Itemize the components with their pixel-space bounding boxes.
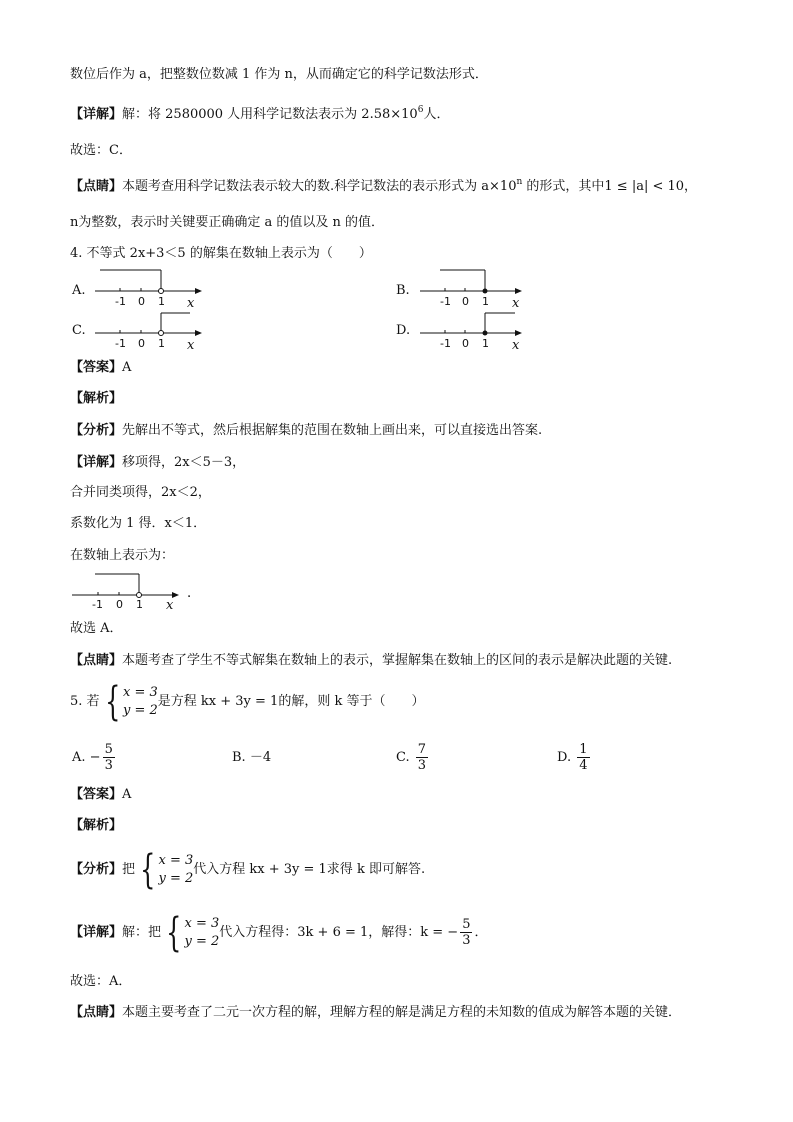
tick-label: -1 bbox=[440, 337, 451, 350]
q3-point bbox=[70, 178, 697, 197]
tick-label: -1 bbox=[92, 598, 103, 611]
system-eq-x: x = 3 bbox=[184, 915, 220, 931]
numerator: 5 bbox=[104, 742, 113, 757]
analysis-tag: 【解析】 bbox=[70, 818, 123, 833]
q5-analysis-tag bbox=[70, 817, 122, 835]
q5-option-b bbox=[232, 749, 271, 767]
tick-label: -1 bbox=[440, 295, 451, 308]
axis-var: x bbox=[187, 296, 195, 311]
denominator: 3 bbox=[462, 933, 471, 948]
q5-analysis bbox=[70, 848, 425, 892]
detail-tag: 【详解】 bbox=[70, 925, 123, 940]
detail-tag: 【详解】 bbox=[70, 107, 123, 122]
analysis-post: 代入方程 kx + 3y = 1求得 k 即可解答. bbox=[193, 862, 426, 877]
axis-var: x bbox=[512, 296, 520, 311]
q3-choice: 故选：C． bbox=[70, 143, 132, 158]
exponent: n bbox=[516, 177, 523, 187]
point-tag: 【点睛】 bbox=[70, 653, 123, 668]
system-eq-y: y = 2 bbox=[158, 870, 194, 886]
system-eq-x: x = 3 bbox=[123, 684, 158, 700]
axis-var: x bbox=[187, 338, 195, 353]
q5-option-d bbox=[557, 740, 592, 776]
tick-label: 1 bbox=[482, 295, 489, 308]
q5-option-a bbox=[72, 740, 117, 776]
analysis-tag: 【解析】 bbox=[70, 391, 123, 406]
tick-label: 0 bbox=[138, 337, 145, 350]
answer-tag: 【答案】 bbox=[70, 360, 123, 375]
q4-choice: 故选 A． bbox=[70, 621, 123, 636]
tick-label: 0 bbox=[462, 295, 469, 308]
q4-stem: 4. 不等式 2x+3＜5 的解集在数轴上表示为（ ） bbox=[70, 246, 372, 261]
q4-option-d-label: D. bbox=[396, 323, 411, 338]
option-label: D. bbox=[557, 750, 572, 765]
tick-label: 1 bbox=[158, 337, 165, 350]
analysis-label: 【分析】 bbox=[70, 862, 123, 877]
system-eq-x: x = 3 bbox=[158, 852, 194, 868]
numerator: 5 bbox=[462, 917, 471, 932]
q4-answer bbox=[70, 359, 131, 377]
q4-step3: 系数化为 1 得．x＜1． bbox=[70, 516, 207, 531]
equation-system bbox=[158, 852, 193, 888]
q5-answer bbox=[70, 786, 131, 804]
q5-stem bbox=[70, 680, 424, 724]
fraction bbox=[103, 742, 115, 773]
q5-detail bbox=[70, 911, 488, 955]
fraction bbox=[577, 742, 589, 773]
tick-label: 1 bbox=[158, 295, 165, 308]
tick-label: 0 bbox=[462, 337, 469, 350]
detail-mid: 代入方程得：3k + 6 = 1，解得：k = − bbox=[219, 925, 459, 940]
axis-var: x bbox=[166, 598, 174, 613]
brace-icon: { bbox=[140, 846, 156, 893]
axis-var: x bbox=[512, 338, 520, 353]
q5-choice: 故选：A． bbox=[70, 974, 132, 989]
answer-value: A bbox=[122, 787, 132, 802]
exponent: 6 bbox=[417, 105, 424, 115]
tick-label: 0 bbox=[138, 295, 145, 308]
detail-pre: 解：把 bbox=[122, 925, 162, 940]
equation-system bbox=[123, 684, 158, 720]
fraction bbox=[416, 742, 428, 773]
q3-point-cont: n为整数，表示时关键要正确确定 a 的值以及 n 的值． bbox=[70, 215, 385, 230]
point-tag: 【点睛】 bbox=[70, 1005, 123, 1020]
numerator: 7 bbox=[417, 742, 427, 757]
point-text: 本题考查了学生不等式解集在数轴上的表示，掌握解集在数轴上的区间的表示是解决此题的关键. bbox=[122, 653, 673, 668]
q4-option-b-label: B. bbox=[396, 283, 410, 298]
tick-label: 0 bbox=[116, 598, 123, 611]
denominator: 3 bbox=[417, 758, 427, 773]
q4-step4: 在数轴上表示为： bbox=[70, 548, 175, 563]
minus-sign: − bbox=[89, 750, 101, 765]
tick-label: 1 bbox=[482, 337, 489, 350]
denominator: 4 bbox=[579, 758, 588, 773]
detail-text: 解：将 2580000 人用科学记数法表示为 2.58×10 bbox=[122, 107, 418, 122]
q4-option-a-label: A. bbox=[72, 283, 86, 298]
q4-step2: 合并同类项得，2x＜2， bbox=[70, 485, 211, 500]
point-text: 本题考查用科学记数法表示较大的数.科学记数法的表示形式为 a×10 bbox=[122, 179, 517, 194]
system-eq-y: y = 2 bbox=[123, 702, 158, 718]
detail-step1: 移项得，2x＜5－3， bbox=[122, 455, 246, 470]
equation-system bbox=[184, 915, 219, 951]
detail-end: ． bbox=[474, 925, 488, 940]
tick-label: -1 bbox=[115, 295, 126, 308]
q5-point bbox=[70, 1004, 681, 1022]
q4-point bbox=[70, 652, 672, 670]
q4-detail bbox=[70, 454, 245, 472]
q5-stem-pre: 5. 若 bbox=[70, 694, 100, 709]
numerator: 1 bbox=[579, 742, 588, 757]
detail-tag: 【详解】 bbox=[70, 455, 123, 470]
text-line: 数位后作为 a，把整数位数减 1 作为 n，从而确定它的科学记数法形式． bbox=[70, 67, 488, 82]
q5-option-c bbox=[396, 740, 430, 776]
brace-icon: { bbox=[104, 678, 120, 725]
option-value: －4 bbox=[249, 750, 272, 765]
option-label: C. bbox=[396, 750, 410, 765]
q3-detail bbox=[70, 106, 449, 125]
q5-stem-post: 是方程 kx + 3y = 1的解，则 k 等于（ ） bbox=[157, 694, 425, 709]
analysis-pre: 把 bbox=[122, 862, 136, 877]
answer-tag: 【答案】 bbox=[70, 787, 123, 802]
q4-option-c-label: C. bbox=[72, 323, 86, 338]
point-tag: 【点睛】 bbox=[70, 179, 123, 194]
option-label: A. bbox=[72, 750, 86, 765]
analysis-label: 【分析】 bbox=[70, 423, 123, 438]
svg-text:.: . bbox=[187, 586, 192, 601]
detail-text-end: 人． bbox=[423, 107, 450, 122]
brace-icon: { bbox=[166, 909, 182, 956]
denominator: 3 bbox=[104, 758, 113, 773]
analysis-text: 先解出不等式，然后根据解集的范围在数轴上画出来，可以直接选出答案. bbox=[122, 423, 543, 438]
answer-value: A bbox=[122, 360, 132, 375]
q4-analysis bbox=[70, 422, 542, 440]
tick-label: 1 bbox=[136, 598, 143, 611]
system-eq-y: y = 2 bbox=[184, 933, 220, 949]
point-text: 本题主要考查了二元一次方程的解，理解方程的解是满足方程的未知数的值成为解答本题的关键． bbox=[122, 1005, 682, 1020]
q4-solution-numberline bbox=[70, 572, 195, 602]
fraction bbox=[460, 917, 472, 948]
option-label: B. bbox=[232, 750, 246, 765]
tick-label: -1 bbox=[115, 337, 126, 350]
point-text-2: 的形式，其中1 ≤ |a| < 10， bbox=[522, 179, 698, 194]
q4-analysis-tag bbox=[70, 390, 122, 408]
